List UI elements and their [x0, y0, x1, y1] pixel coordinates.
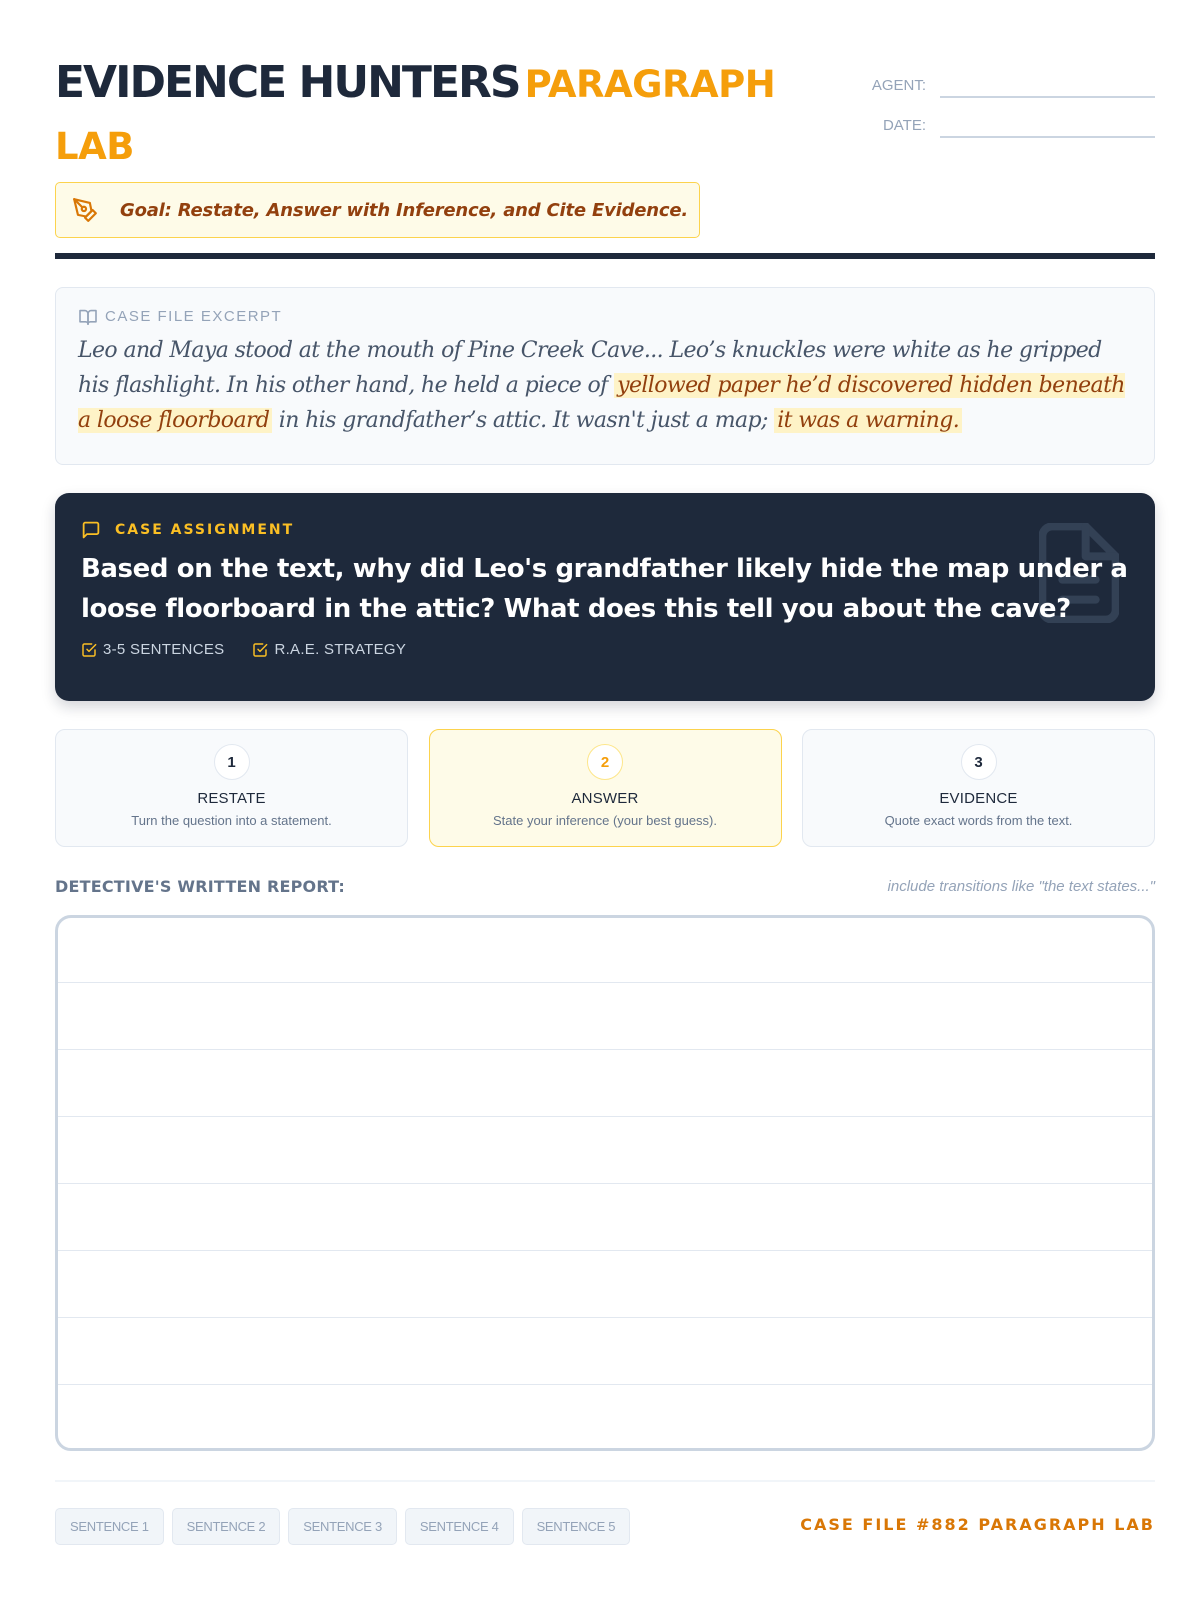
checkbox-icon	[81, 642, 97, 658]
report-label: DETECTIVE'S WRITTEN REPORT:	[55, 876, 345, 896]
excerpt-text-part-1: Leo and Maya stood at the mouth of Pine Creek Cave... Leo’s knuckles were white as he gripped his flashlight. In his other hand, he held a piece of	[78, 338, 1102, 398]
sentence-tag-4[interactable]: SENTENCE 4	[405, 1508, 514, 1545]
step-evidence	[802, 729, 1155, 847]
writing-line	[58, 982, 1152, 983]
date-label: DATE:	[882, 117, 926, 134]
step-description: Quote exact words from the text.	[884, 813, 1073, 828]
step-description: State your inference (your best guess).	[492, 813, 717, 828]
agent-label: AGENT:	[871, 77, 926, 94]
date-row	[855, 98, 1155, 138]
checkbox-icon	[252, 642, 268, 658]
sentence-tag-1[interactable]: SENTENCE 1	[55, 1508, 164, 1545]
sentence-tag-5[interactable]: SENTENCE 5	[522, 1508, 631, 1545]
writing-line	[58, 1183, 1152, 1184]
step-restate	[55, 729, 408, 847]
excerpt-header	[78, 308, 1132, 325]
writing-line	[58, 1116, 1152, 1117]
goal-banner	[55, 182, 700, 238]
report-header	[55, 874, 1155, 898]
tag-sentences	[81, 641, 224, 658]
writing-line	[58, 1049, 1152, 1050]
assignment-label: CASE ASSIGNMENT	[115, 522, 295, 538]
case-file-excerpt	[55, 287, 1155, 465]
writing-line	[58, 1384, 1152, 1385]
agent-row	[855, 58, 1155, 98]
writing-line	[58, 1317, 1152, 1318]
pen-tool-icon	[72, 197, 98, 223]
footer-divider	[55, 1480, 1155, 1482]
agent-date-fields	[855, 58, 1155, 138]
title-accent: PARAGRAPH LAB	[55, 63, 776, 168]
message-square-icon	[81, 521, 101, 539]
case-assignment-card	[55, 493, 1155, 701]
step-title: RESTATE	[197, 790, 266, 807]
header-divider	[55, 253, 1155, 259]
excerpt-text-part-2: in his grandfather’s attic. It wasn't just a map;	[278, 408, 768, 433]
title-main: EVIDENCE HUNTERS	[55, 57, 520, 108]
writing-line	[58, 1250, 1152, 1251]
sentence-tag-3[interactable]: SENTENCE 3	[288, 1508, 397, 1545]
goal-text: Goal: Restate, Answer with Inference, and Cite Evidence.	[120, 199, 689, 221]
open-book-icon	[78, 309, 98, 325]
rae-steps	[55, 729, 1155, 847]
step-answer	[429, 729, 782, 847]
step-number: 3	[961, 744, 997, 780]
tag-strategy	[252, 641, 406, 658]
excerpt-label: CASE FILE EXCERPT	[105, 308, 283, 325]
tag-sentences-label: 3-5 SENTENCES	[103, 641, 225, 658]
title-block	[55, 52, 855, 178]
writing-lines	[58, 918, 1152, 1448]
assignment-header	[81, 521, 1129, 539]
assignment-question: Based on the text, why did Leo's grandfather likely hide the map under a loose floorboard in the attic? What does this tell you about the cave?	[81, 554, 1128, 624]
sentence-tag-2[interactable]: SENTENCE 2	[172, 1508, 281, 1545]
step-number: 2	[587, 744, 623, 780]
worksheet-page	[55, 0, 1155, 1600]
step-title: ANSWER	[571, 790, 639, 807]
step-number: 1	[214, 744, 250, 780]
case-file-number: CASE FILE #882 PARAGRAPH LAB	[800, 1515, 1155, 1534]
sentence-checklist	[55, 1508, 638, 1545]
step-description: Turn the question into a statement.	[131, 813, 332, 828]
written-report-area[interactable]	[55, 915, 1155, 1451]
tag-strategy-label: R.A.E. STRATEGY	[274, 641, 407, 658]
agent-field[interactable]	[940, 70, 1155, 98]
step-title: EVIDENCE	[939, 790, 1018, 807]
excerpt-text	[78, 333, 1132, 438]
date-field[interactable]	[940, 110, 1155, 138]
excerpt-highlight-2: it was a warning.	[774, 408, 962, 433]
assignment-tags	[81, 641, 1129, 658]
excerpt-highlight-1: yellowed paper he’d discovered hidden beneath a loose floorboard	[78, 373, 1125, 433]
report-hint: include transitions like "the text states..."	[887, 877, 1155, 895]
